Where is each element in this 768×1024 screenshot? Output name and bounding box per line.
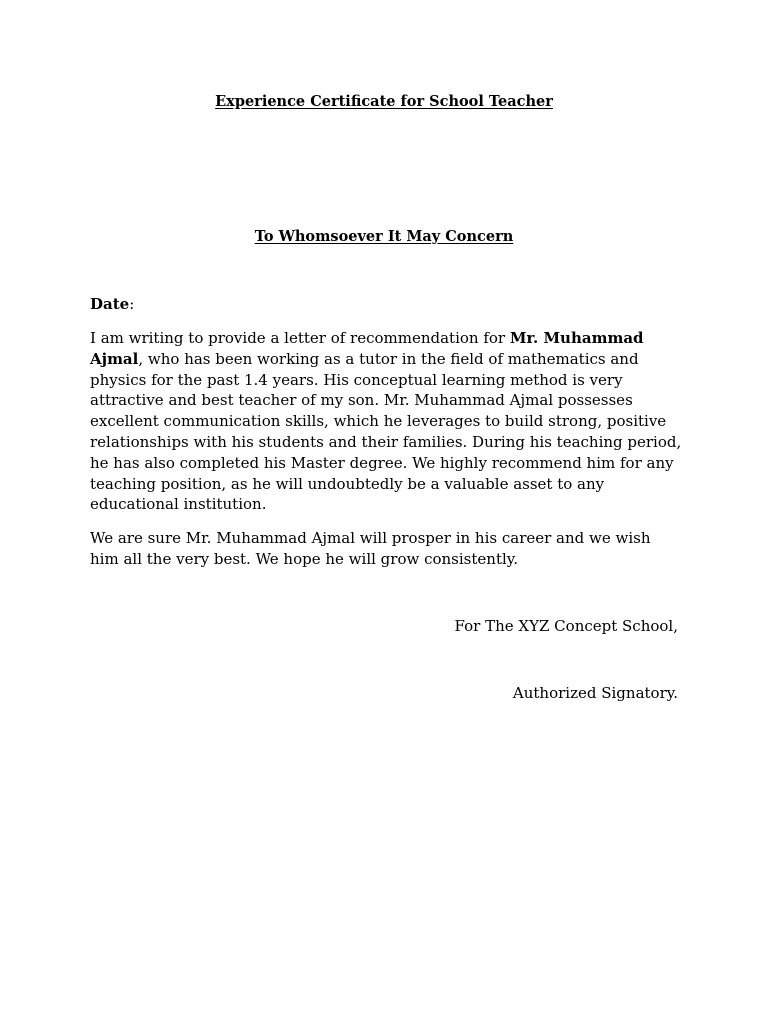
salutation-heading: To Whomsoever It May Concern (254, 228, 514, 245)
paragraph-lead: I am writing to provide a letter of recommendation for (90, 329, 510, 347)
date-line (90, 295, 134, 313)
date-colon: : (129, 295, 135, 313)
paragraph-body: , who has been working as a tutor in the field of mathematics and physics for the past 1.4 years. His conceptual learning method is very attractive and best teacher of my son. Mr. Muhammad Ajmal possesses excellent communication skills, which he leverages to build strong, positive relationships with his students and their families. During his teaching period, he has also completed his Master degree. We highly recommend him for any teaching position, as he will undoubtedly be a valuable asset to any educational institution. (90, 349, 682, 514)
document-title: Experience Certificate for School Teacher (215, 93, 553, 110)
date-label: Date (90, 295, 130, 313)
signatory-line: Authorized Signatory. (512, 684, 678, 702)
closing-line: For The XYZ Concept School, (454, 617, 678, 635)
candidate-name: Mr. Muhammad Ajmal (90, 329, 644, 368)
recommendation-paragraph (90, 328, 682, 515)
closing-paragraph: We are sure Mr. Muhammad Ajmal will prosper in his career and we wish him all the very best. We hope he will grow consistently. (90, 529, 651, 568)
